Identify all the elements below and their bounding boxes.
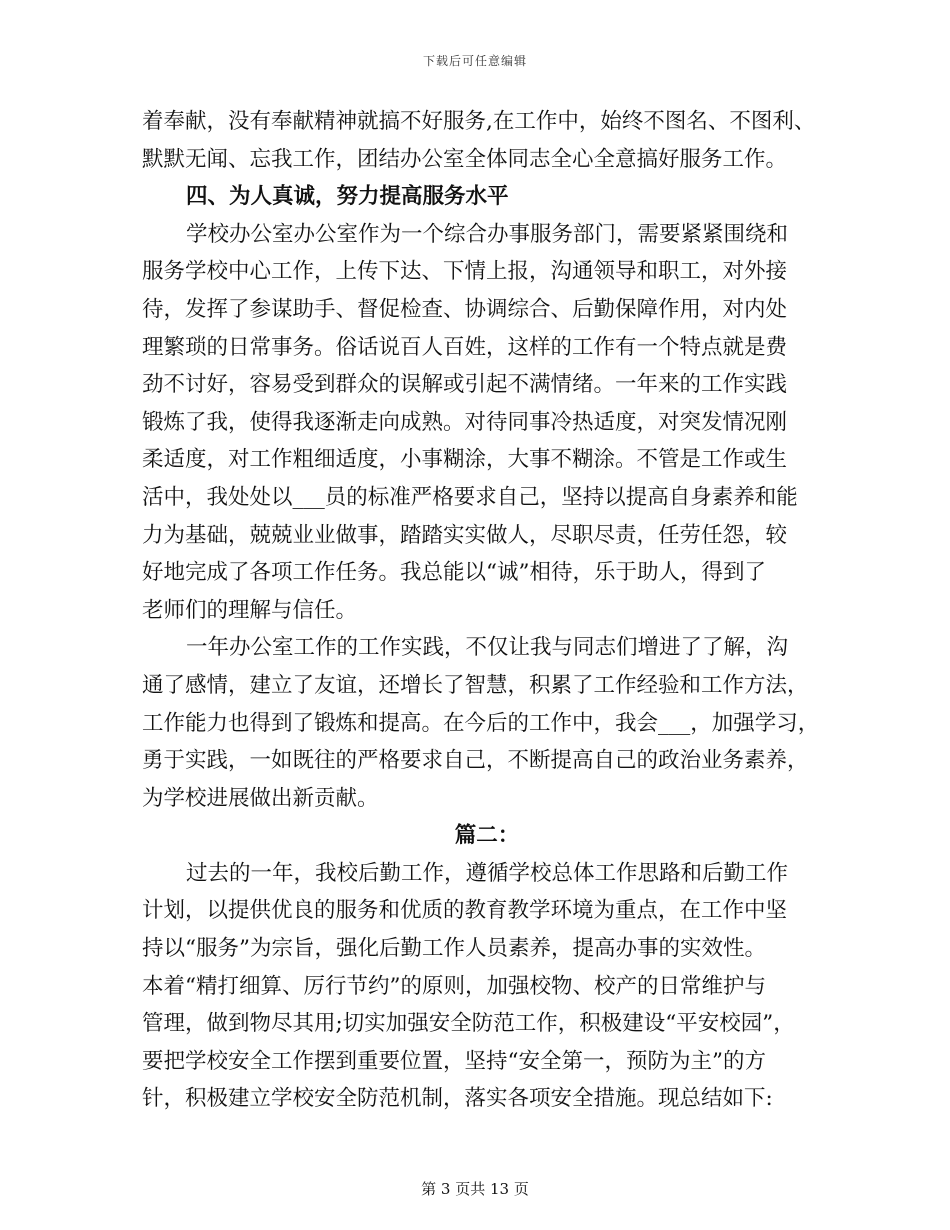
text-line: 计划，以提供优良的服务和优质的教育教学环境为重点，在工作中坚 [142,898,788,924]
text-line: 勇于实践，一如既往的严格要求自己，不断提高自己的政治业务素养， [142,748,809,774]
section-title: 篇二： [454,823,520,849]
text-line: 学校办公室办公室作为一个综合办事服务部门，需要紧紧围绕和 [186,221,789,247]
text-line: 老师们的理解与信任。 [142,597,358,623]
page-header: 下载后可任意编辑 [422,54,527,68]
text-line: 为学校进展做出新贡献。 [142,785,379,811]
text-line: 力为基础，兢兢业业做事，踏踏实实做人，尽职尽责，任劳任怨，较 [142,522,788,548]
text-line: 管理，做到物尽其用;切实加强安全防范工作，积极建设“平安校园”， [142,1011,795,1037]
text-line: 针，积极建立学校安全防范机制，落实各项安全措施。现总结如下: [142,1086,773,1112]
text-line: 服务学校中心工作，上传下达、下情上报，沟通领导和职工，对外接 [142,259,788,285]
text-line: 要把学校安全工作摆到重要位置，坚持“安全第一，预防为主”的方 [142,1048,766,1074]
section-heading: 四、为人真诚，努力提高服务水平 [186,184,509,210]
document-body [142,103,832,1118]
text-line: 理繁琐的日常事务。俗话说百人百姓，这样的工作有一个特点就是费 [142,334,788,360]
text-line: 持以“服务”为宗旨，强化后勤工作人员素养，提高办事的实效性。 [142,936,766,962]
text-line: 一年办公室工作的工作实践，不仅让我与同志们增进了了解，沟 [186,635,789,661]
text-line: 本着“精打细算、厉行节约”的原则，加强校物、校产的日常维护与 [142,973,766,999]
text-line: 锻炼了我，使得我逐渐走向成熟。对待同事冷热适度，对突发情况刚 [142,409,788,435]
text-line: 过去的一年，我校后勤工作，遵循学校总体工作思路和后勤工作 [186,860,789,886]
text-line: 待，发挥了参谋助手、督促检查、协调综合、后勤保障作用，对内处 [142,296,788,322]
text-line: 劲不讨好，容易受到群众的误解或引起不满情绪。一年来的工作实践 [142,372,788,398]
text-line: 着奉献，没有奉献精神就搞不好服务,在工作中，始终不图名、不图利、 [142,109,816,134]
page-footer: 第 3 页共 13 页 [421,1180,529,1198]
text-line: 通了感情，建立了友谊，还增长了智慧，积累了工作经验和工作方法， [142,672,809,698]
text-line: 默默无闻、忘我工作，团结办公室全体同志全心全意搞好服务工作。 [142,146,788,172]
text-line: 柔适度，对工作粗细适度，小事糊涂，大事不糊涂。不管是工作或生 [142,447,788,473]
text-line: 好地完成了各项工作任务。我总能以“诚”相待，乐于助人，得到了 [142,560,766,586]
text-line: 工作能力也得到了锻炼和提高。在今后的工作中，我会___，加强学习， [142,710,820,736]
text-line: 活中，我处处以___员的标准严格要求自己，坚持以提高自身素养和能 [142,484,798,510]
